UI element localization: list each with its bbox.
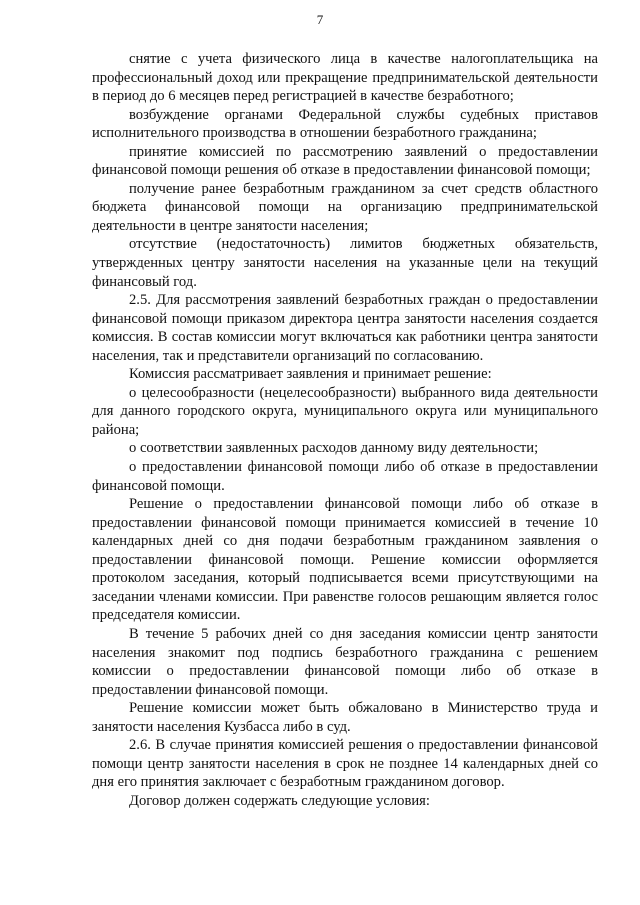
paragraph: принятие комиссией по рассмотрению заявлений о предоставлении финансовой помощи решения об отказе в предоставлении финансовой помощи; <box>92 143 598 179</box>
paragraph: Решение комиссии может быть обжаловано в Министерство труда и занятости населения Кузбасса либо в суд. <box>92 700 598 735</box>
document-body <box>92 50 598 810</box>
paragraph: о соответствии заявленных расходов данному виду деятельности; <box>129 440 539 457</box>
paragraph: 2.5. Для рассмотрения заявлений безработных граждан о предоставлении финансовой помощи приказом директора центра занятости населения создается комиссия. В состав комиссии могут включаться как работники центра занятости населения, так и представители организаций по согласованию. <box>92 292 598 364</box>
paragraph: Решение о предоставлении финансовой помощи либо об отказе в предоставлении финансовой помощи принимается комиссией в течение 10 календарных дней со дня подачи безработным гражданином заявления о предоставлении финансовой помощи. Решение комиссии оформляется протоколом заседания, который подписывается всеми присутствующими на заседании членами комиссии. При равенстве голосов решающим является голос председателя комиссии. <box>92 496 598 624</box>
paragraph: снятие с учета физического лица в качестве налогоплательщика на профессиональный доход или прекращение предпринимательской деятельности в период до 6 месяцев перед регистрацией в качестве безработного; <box>92 51 598 105</box>
paragraph: о целесообразности (нецелесообразности) выбранного вида деятельности для данного городского округа, муниципального округа или муниципального района; <box>92 384 598 438</box>
paragraph: отсутствие (недостаточность) лимитов бюджетных обязательств, утвержденных центру занятости населения на указанные цели на текущий финансовый год. <box>92 236 598 290</box>
paragraph: Договор должен содержать следующие условия: <box>129 792 430 809</box>
paragraph: 2.6. В случае принятия комиссией решения о предоставлении финансовой помощи центр занятости населения в срок не позднее 14 календарных дней со дня его принятия заключает с безработным гражданином договор. <box>92 737 598 791</box>
paragraph: возбуждение органами Федеральной службы судебных приставов исполнительного производства в отношении безработного гражданина; <box>92 106 598 142</box>
paragraph: о предоставлении финансовой помощи либо об отказе в предоставлении финансовой помощи. <box>92 459 598 494</box>
paragraph: получение ранее безработным гражданином за счет средств областного бюджета финансовой помощи на организацию предпринимательской деятельности в центре занятости населения; <box>92 180 598 234</box>
page-number: 7 <box>316 12 324 27</box>
paragraph: В течение 5 рабочих дней со дня заседания комиссии центр занятости населения знакомит под подпись безработного гражданина с решением комиссии о предоставлении финансовой помощи либо об отказе в предоставлении финансовой помощи. <box>92 625 598 698</box>
paragraph: Комиссия рассматривает заявления и принимает решение: <box>129 366 492 383</box>
